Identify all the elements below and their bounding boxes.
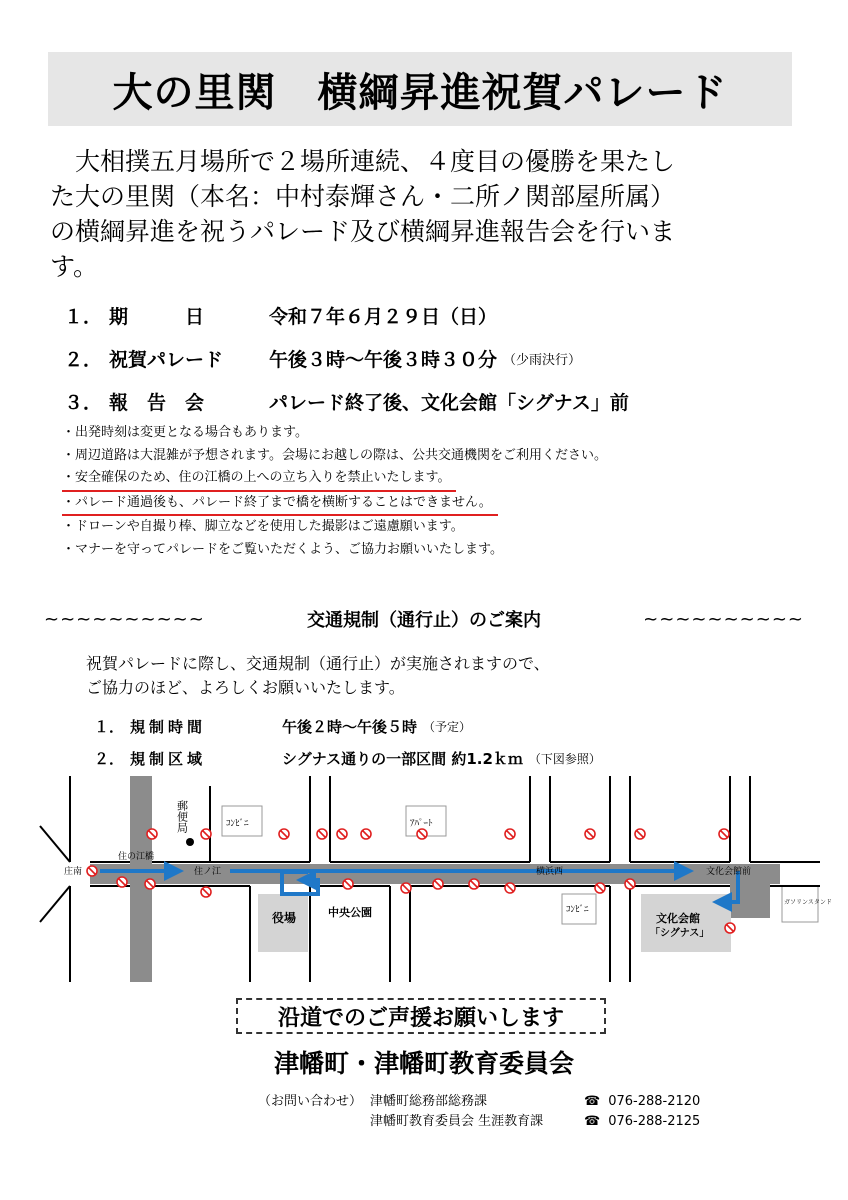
- detail-note: （少雨決行）: [503, 353, 582, 368]
- event-details: [64, 294, 629, 423]
- town-hall-label: 役場: [272, 911, 297, 925]
- detail-report: [64, 380, 629, 423]
- phone-icon: ☎: [584, 1094, 601, 1109]
- contact-department: 津幡町教育委員会 生涯教育課: [370, 1114, 544, 1129]
- regulation-area: [94, 742, 601, 774]
- phone-icon: ☎: [584, 1114, 601, 1129]
- notes-list: [62, 422, 607, 561]
- detail-parade: [64, 337, 629, 380]
- tilde-decoration: ~~~~~~~~~~: [643, 608, 804, 630]
- page-title: 大の里関 横綱昇進祝賀パレード: [112, 69, 728, 116]
- note-item: ・出発時刻は変更となる場合もあります。: [62, 425, 308, 440]
- intro-paragraph: [50, 144, 810, 284]
- support-banner: 沿道でのご声援お願いします: [236, 998, 606, 1034]
- post-office-label: 郵便局: [175, 800, 189, 833]
- intro-line: 大相撲五月場所で２場所連続、４度目の優勝を果たし: [50, 147, 676, 176]
- regulation-number: ２．: [94, 749, 125, 768]
- regulation-note: （予定）: [423, 719, 472, 734]
- bunka-hall-label: 文化会館: [656, 912, 700, 925]
- intro-line: す。: [50, 252, 99, 281]
- detail-number: １．: [64, 306, 103, 328]
- contact-info: [258, 1092, 700, 1132]
- bunka-mae-label: 文化会館前: [706, 867, 752, 877]
- suminoe-label: 住ノ江: [194, 867, 222, 877]
- note-item: ・周辺道路は大混雑が予想されます。会場にお越しの際は、公共交通機関をご利用ください。: [62, 447, 607, 463]
- contact-row: [258, 1092, 700, 1112]
- detail-number: ３．: [64, 392, 103, 414]
- contact-label: [258, 1112, 370, 1132]
- traffic-heading: 交通規制（通行止）のご案内: [307, 610, 541, 631]
- note-item-underlined: ・パレード通過後も、パレード終了まで橋を横断することはできません。: [62, 492, 498, 517]
- convenience-label: ｺﾝﾋﾞﾆ: [566, 905, 589, 915]
- traffic-map: [30, 776, 832, 982]
- detail-value: パレード終了後、文化会館「シグナス」前: [269, 392, 629, 414]
- detail-label: 報 告 会: [109, 392, 205, 414]
- detail-value: 令和７年６月２９日（日）: [269, 306, 498, 328]
- convenience-label: ｺﾝﾋﾞﾆ: [226, 819, 249, 829]
- signus-label: 「シグナス」: [650, 928, 710, 939]
- detail-value: 午後３時～午後３時３０分: [269, 349, 498, 371]
- note-item-underlined: ・安全確保のため、住の江橋の上への立ち入りを禁止いたします。: [62, 467, 456, 492]
- intro-line: の横綱昇進を祝うパレード及び横綱昇進報告会を行いま: [50, 217, 676, 246]
- regulation-value: シグナス通りの一部区間 約1.2ｋｍ: [282, 749, 523, 768]
- gas-station-label: ガソリンスタンド: [784, 899, 832, 906]
- contact-label: （お問い合わせ）: [258, 1094, 363, 1109]
- intro-line: た大の里関（本名：中村泰輝さん・二所ノ関部屋所属）: [50, 182, 676, 211]
- regulation-time: [94, 710, 601, 742]
- contact-phone: 076-288-2125: [608, 1114, 701, 1129]
- regulation-label: 規制時間: [130, 717, 207, 736]
- traffic-intro-line: 祝賀パレードに際し、交通規制（通行止）が実施されますので、: [86, 654, 550, 673]
- regulation-value: 午後２時～午後５時: [282, 717, 418, 736]
- post-office-marker: [186, 838, 194, 846]
- detail-number: ２．: [64, 349, 103, 371]
- note-item: ・ドローンや自撮り棒、脚立などを使用した撮影はご遠慮願います。: [62, 519, 464, 534]
- title-banner: [48, 52, 792, 126]
- traffic-intro: [86, 652, 550, 700]
- detail-label: 祝賀パレード: [109, 349, 224, 371]
- contact-phone: 076-288-2120: [608, 1094, 701, 1109]
- traffic-section-heading: [44, 604, 804, 634]
- regulation-label: 規制区域: [130, 749, 207, 768]
- note-item: ・マナーを守ってパレードをご覧いただくよう、ご協力お願いいたします。: [62, 541, 503, 557]
- traffic-intro-line: ご協力のほど、よろしくお願いいたします。: [86, 678, 405, 697]
- regulation-note: （下図参照）: [528, 751, 601, 766]
- contact-department: 津幡町総務部総務課: [370, 1094, 488, 1109]
- regulation-number: １．: [94, 717, 125, 736]
- sumiebashi-label: 住の江橋: [118, 852, 155, 862]
- organizer: 津幡町・津幡町教育委員会: [273, 1049, 574, 1078]
- tilde-decoration: ~~~~~~~~~~: [44, 608, 205, 630]
- yokohamanishi-label: 横浜西: [536, 867, 564, 877]
- shonan-label: 庄南: [64, 867, 83, 877]
- detail-date: [64, 294, 629, 337]
- traffic-details: [94, 710, 601, 774]
- central-park-label: 中央公園: [328, 906, 372, 919]
- detail-label: 期 日: [109, 306, 205, 328]
- contact-row: [258, 1112, 700, 1132]
- apartment-label: ｱﾊﾟｰﾄ: [410, 819, 433, 829]
